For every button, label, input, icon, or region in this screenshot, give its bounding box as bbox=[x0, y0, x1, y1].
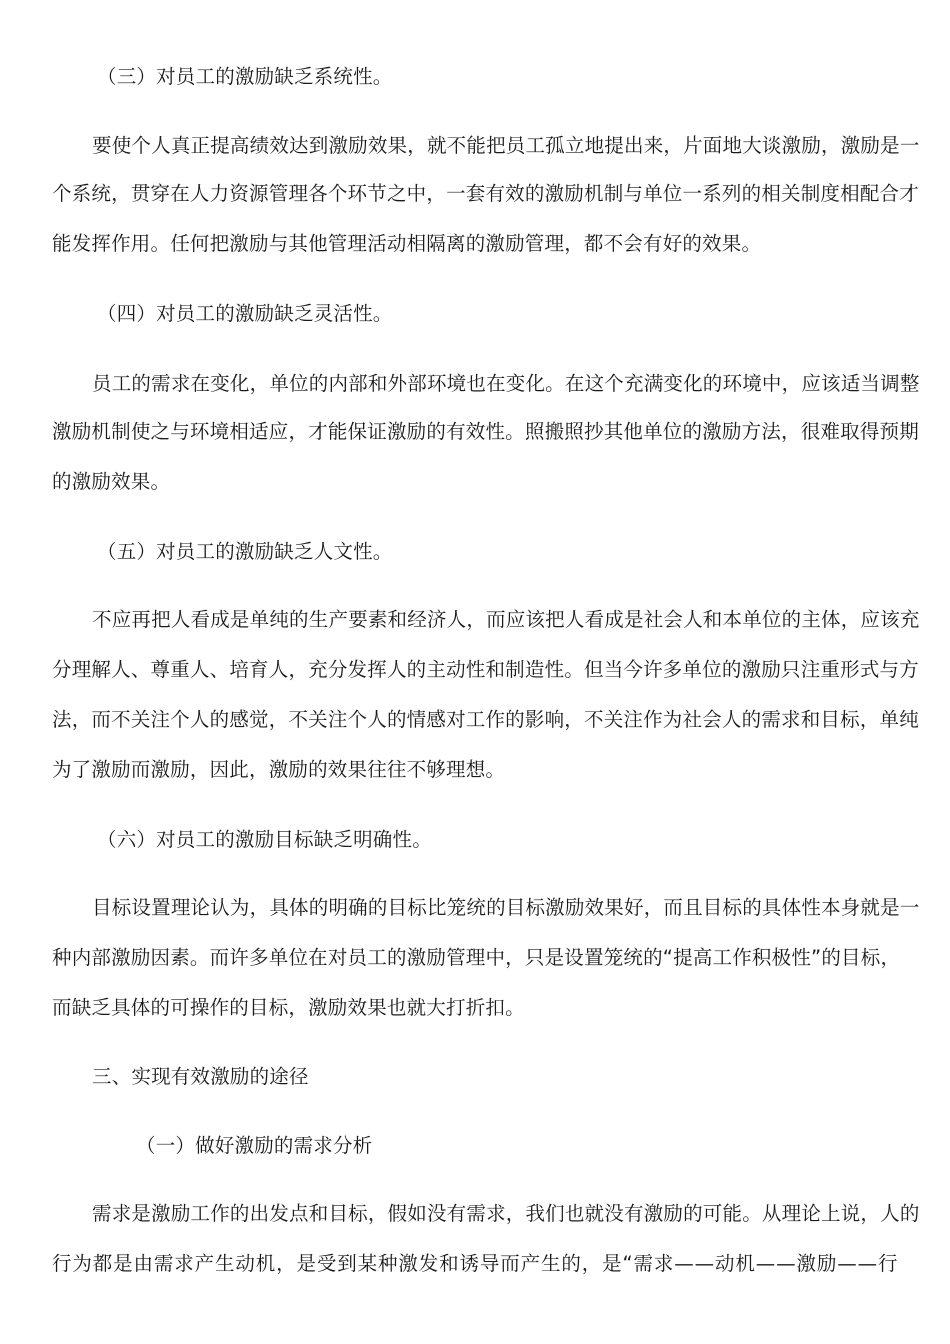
para-five-line-1: 不 应 再 把 人 看 成 是 单 纯 的 生 产 要 素 和 经 济 人 ， 而 应 该 把 人 看 成 是 社 会 人 和 本 单 位 的 主 体 ， 应 该 充 bbox=[92, 608, 920, 631]
heading-six: （六）对员工的激励目标缺乏明确性。 bbox=[97, 828, 432, 851]
para-five-line-4: 为了激励而激励，因此，激励的效果往往不够理想。 bbox=[52, 758, 506, 781]
para-three-line-3: 能发挥作用。任何把激励与其他管理活动相隔离的激励管理，都不会有好的效果。 bbox=[52, 232, 762, 255]
heading-five: （五）对员工的激励缺乏人文性。 bbox=[97, 540, 393, 563]
para-six-line-1: 目 标 设 置 理 论 认 为 ， 具 体 的 明 确 的 目 标 比 笼 统 的 目 标 激 励 效 果 好 ， 而 且 目 标 的 具 体 性 本 身 就 是 一 bbox=[92, 896, 920, 919]
para-four-line-2: 激 励 机 制 使 之 与 环 境 相 适 应 ， 才 能 保 证 激 励 的 有 效 性 。 照 搬 照 抄 其 他 单 位 的 激 励 方 法 ， 很 难 取 得 预 期 bbox=[52, 420, 919, 443]
para-five-line-3: 法 ， 而 不 关 注 个 人 的 感 觉 ， 不 关 注 个 人 的 情 感 对 工 作 的 影 响 ， 不 关 注 作 为 社 会 人 的 需 求 和 目 标 ， 单 纯 bbox=[52, 708, 919, 731]
para-three-line-2: 个 系 统 ， 贯 穿 在 人 力 资 源 管 理 各 个 环 节 之 中 ， 一 套 有 效 的 激 励 机 制 与 单 位 一 系 列 的 相 关 制 度 相 配 合 才 bbox=[52, 182, 919, 205]
para-seven-line-2: 行 为 都 是 由 需 求 产 生 动 机 ， 是 受 到 某 种 激 发 和 诱 导 而 产 生 的 ， 是 “ 需 求 — — 动 机 — — 激 励 — — 行 bbox=[52, 1252, 898, 1275]
para-six-line-3: 而缺乏具体的可操作的目标，激励效果也就大打折扣。 bbox=[52, 996, 525, 1019]
para-four-line-1: 员 工 的 需 求 在 变 化 ， 单 位 的 内 部 和 外 部 环 境 也 在 变 化 。 在 这 个 充 满 变 化 的 环 境 中 ， 应 该 适 当 调 整 bbox=[92, 372, 920, 395]
para-three-line-1: 要 使 个 人 真 正 提 高 绩 效 达 到 激 励 效 果 ， 就 不 能 把 员 工 孤 立 地 提 出 来 ， 片 面 地 大 谈 激 励 ， 激 励 是 一 bbox=[92, 134, 920, 157]
heading-three: （三）对员工的激励缺乏系统性。 bbox=[97, 65, 393, 88]
para-four-line-3: 的激励效果。 bbox=[52, 470, 171, 493]
subsection-one-heading: （一）做好激励的需求分析 bbox=[136, 1134, 373, 1157]
section-three-heading: 三、实现有效激励的途径 bbox=[92, 1065, 309, 1088]
para-seven-line-1: 需 求 是 激 励 工 作 的 出 发 点 和 目 标 ， 假 如 没 有 需 求 ， 我 们 也 就 没 有 激 励 的 可 能 。 从 理 论 上 说 ， 人 的 bbox=[92, 1202, 920, 1225]
para-five-line-2: 分 理 解 人 、 尊 重 人 、 培 育 人 ， 充 分 发 挥 人 的 主 动 性 和 制 造 性 。 但 当 今 许 多 单 位 的 激 励 只 注 重 形 式 与 方 bbox=[52, 658, 919, 681]
heading-four: （四）对员工的激励缺乏灵活性。 bbox=[97, 302, 393, 325]
para-six-line-2: 种 内 部 激 励 因 素 。 而 许 多 单 位 在 对 员 工 的 激 励 管 理 中 ， 只 是 设 置 笼 统 的 “ 提 高 工 作 积 极 性 ” 的 目 标 ， bbox=[52, 946, 901, 969]
